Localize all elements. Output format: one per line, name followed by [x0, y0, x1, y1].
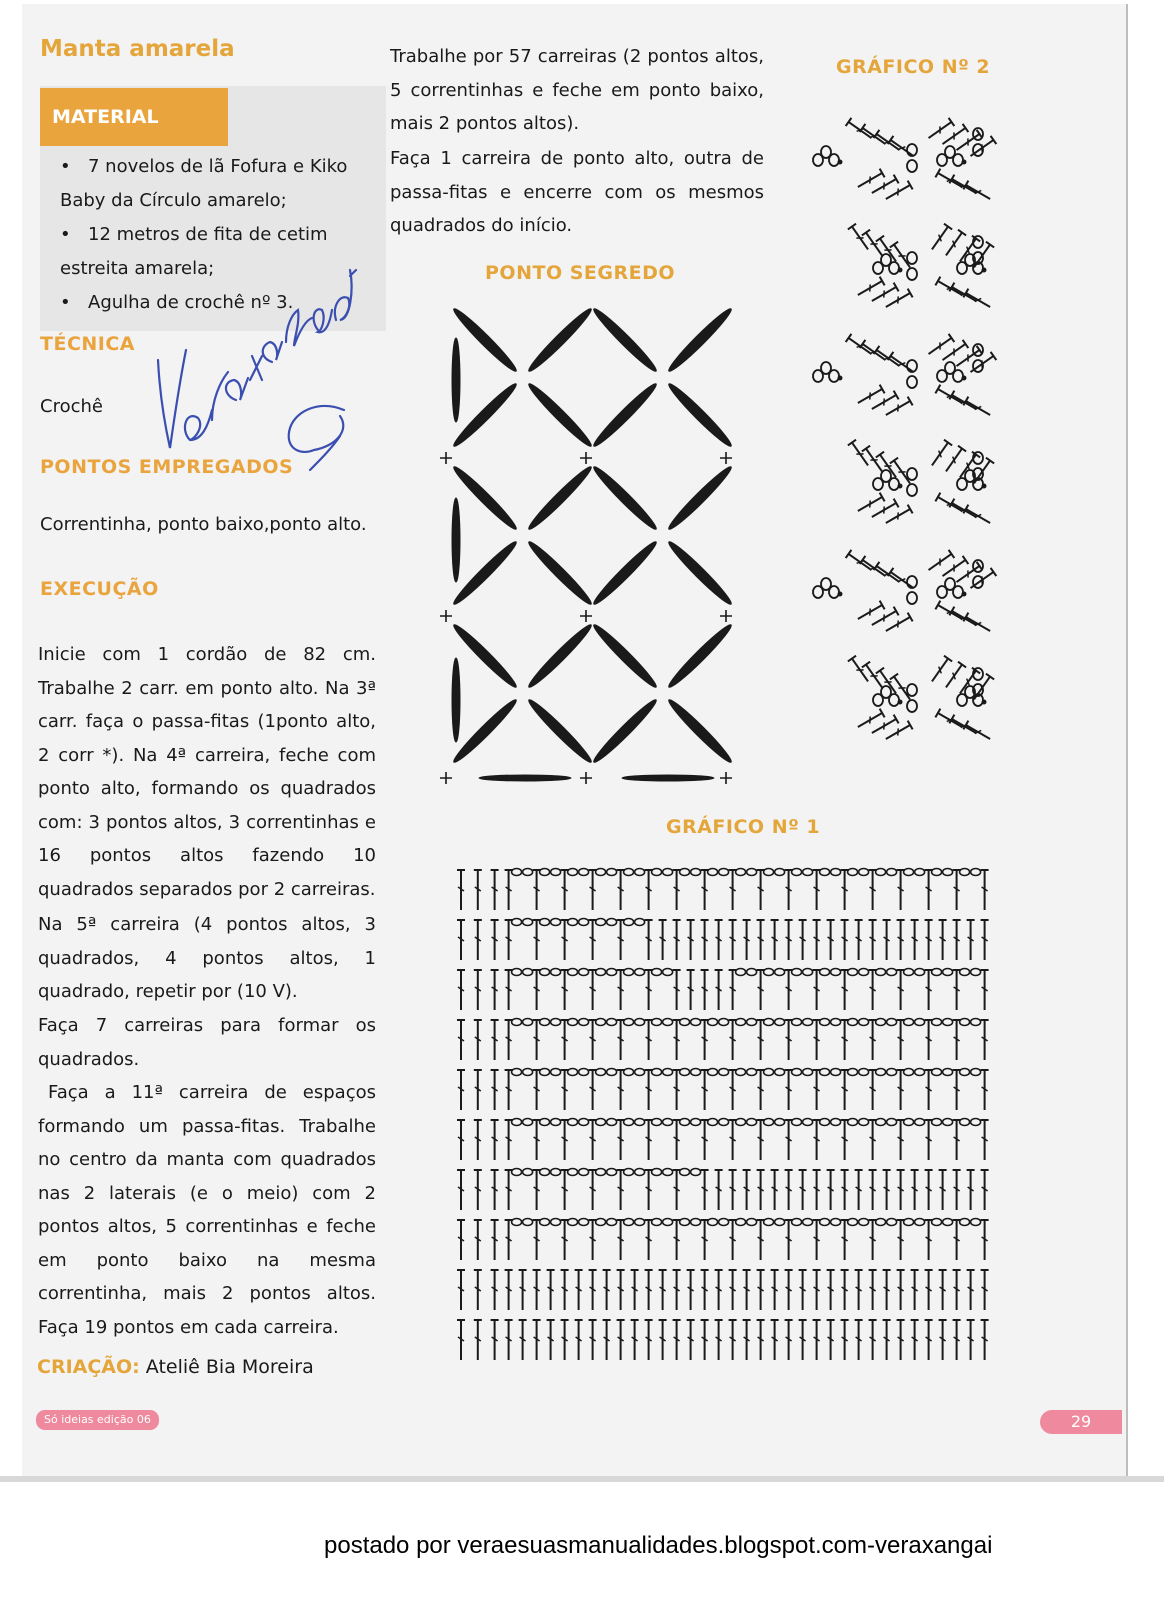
ponto-segredo-heading: PONTO SEGREDO	[485, 262, 675, 284]
list-item: • Agulha de crochê nº 3.	[60, 292, 294, 313]
execucao-paragraph-1: Inicie com 1 cordão de 82 cm. Trabalhe 2 carr. em ponto alto. Na 3ª carr. faça o passa-fitas (1ponto alto, 2 corr *). Na 4ª carreira, feche com ponto alto, formando os quadrados com: 3 pontos altos, 3 correntinhas e 16 pontos altos fazendo 10 quadrados separados por 2 carreiras.	[38, 644, 376, 900]
column2-paragraph-1: Trabalhe por 57 carreiras (2 pontos altos, 5 correntinhas e feche em ponto baixo, mais 2 pontos altos).	[390, 46, 764, 134]
page-number: 29	[1040, 1410, 1122, 1434]
tecnica-heading: TÉCNICA	[40, 333, 136, 355]
page-title: Manta amarela	[40, 36, 235, 62]
pontos-value: Correntinha, ponto baixo,ponto alto.	[40, 514, 367, 535]
column2-paragraph-2: Faça 1 carreira de ponto alto, outra de passa-fitas e encerre com os mesmos quadrados do início.	[390, 148, 764, 236]
execucao-paragraph-2: Na 5ª carreira (4 pontos altos, 3 quadrados, 4 pontos altos, 1 quadrado, repetir por (10 V).	[38, 914, 376, 1002]
execucao-paragraph-4: Faça a 11ª carreira de espaços formando um passa-fitas. Trabalhe no centro da manta com quadrados nas 2 laterais (e o meio) com 2 pontos altos, 5 correntinhas e feche em ponto baixo na mesma correntinha, mais 2 pontos altos. Faça 19 pontos em cada carreira.	[38, 1082, 376, 1338]
grafico2-diagram	[800, 110, 1060, 770]
ponto-segredo-diagram	[440, 300, 750, 800]
list-item: • 12 metros de fita de cetim estreita amarela;	[60, 224, 328, 279]
list-item: • 7 novelos de lã Fofura e Kiko Baby da Círculo amarelo;	[60, 156, 348, 211]
grafico1-diagram	[455, 862, 1015, 1382]
tecnica-value: Crochê	[40, 396, 103, 417]
watermark: postado por veraesuasmanualidades.blogspot.com-veraxangai	[324, 1532, 993, 1559]
execucao-paragraph-3: Faça 7 carreiras para formar os quadrados.	[38, 1015, 376, 1070]
grafico2-heading: GRÁFICO Nº 2	[836, 56, 991, 78]
material-heading: MATERIAL	[40, 88, 228, 146]
grafico1-heading: GRÁFICO Nº 1	[666, 816, 821, 838]
signature	[150, 250, 370, 480]
pontos-heading: PONTOS EMPREGADOS	[40, 456, 294, 478]
edition-badge: Só ideias edição 06	[36, 1410, 159, 1430]
execucao-heading: EXECUÇÃO	[40, 578, 159, 600]
credit: CRIAÇÃO: Ateliê Bia Moreira	[37, 1356, 314, 1378]
